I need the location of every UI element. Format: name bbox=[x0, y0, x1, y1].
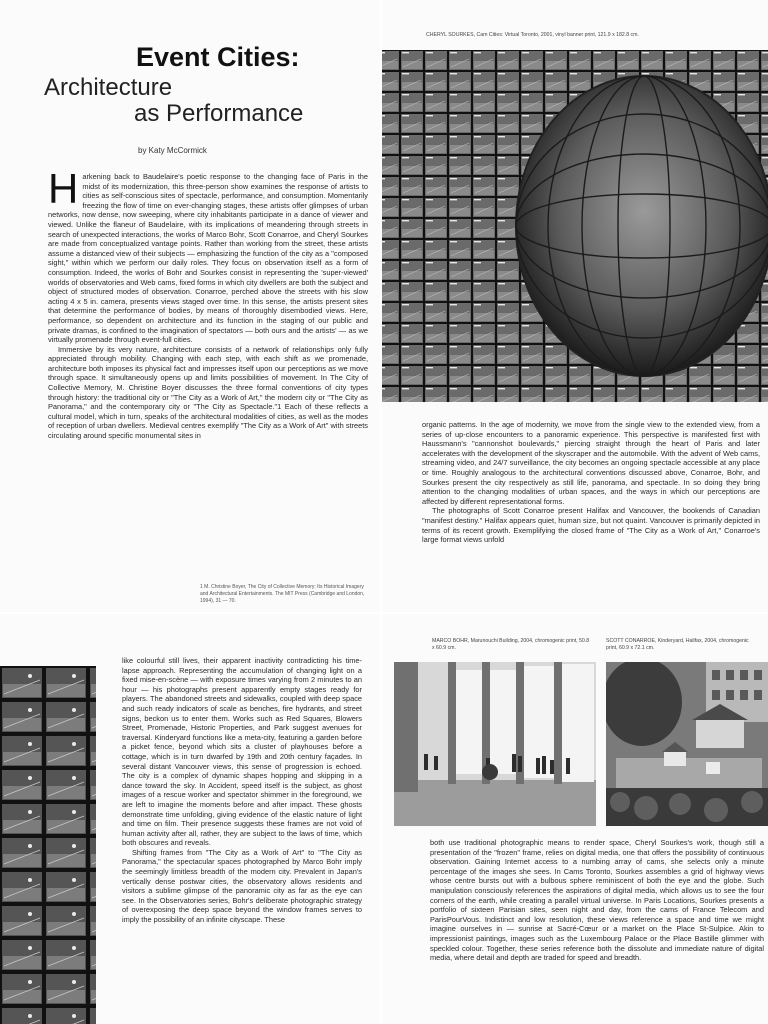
kinderyard-photo bbox=[606, 662, 768, 826]
paragraph-2: Immersive by its very nature, architecture consists of a network of relationships only fully appreciated through mobility. Changing with each step, with each shift as we promenade, architecture both imposes its physical fact and impresses itself upon our perceptions as we move through space. It simultaneously opens up and limits possibilities of movement. In The City of Collective Memory, M. Christine Boyer discusses the three formal conventions of city types through history: the traditional city or "The City as a Work of Art," the modern city or "The City as Panorama," and the contemporary city or "The City as Spectacle."1 Each of these reflects a cultural model, which in turn, speaks of the architectural modalities of cities, as well as the modes of reception of urban dwellers. Medieval centres exemplify "The City as a Work of Art" with streets circulating around specific monumental sites in bbox=[48, 344, 368, 441]
webcam-collage-image bbox=[382, 50, 768, 402]
webcam-strip-image bbox=[0, 666, 96, 1024]
observatory-graphic bbox=[394, 662, 596, 826]
figure-caption-conarroe: SCOTT CONARROE, Kinderyard, Halifax, 2004, chromogenic print, 60.9 x 72.1 cm. bbox=[606, 638, 749, 651]
page-bottom-left bbox=[0, 614, 380, 1024]
paragraph-4: The photographs of Scott Conarroe present Halifax and Vancouver, the bookends of Canadian "manifest destiny." Halifax appears quiet, human size, but not quaint. Vancouver is primarily depicted in terms of its recent growth. Exemplifying the closed frame of "The City as a Work of Art," Conarroe's large format views unfold bbox=[422, 506, 760, 545]
article-subtitle-line2: as Performance bbox=[134, 100, 304, 127]
article-subtitle-line1: Architecture bbox=[44, 74, 173, 101]
drop-cap: H bbox=[48, 172, 79, 212]
body-column-bottom-left bbox=[122, 656, 362, 1024]
body-column-top-left bbox=[48, 172, 368, 610]
webcam-grid-graphic bbox=[382, 50, 768, 402]
paragraph-7: both use traditional photographic means to render space, Cheryl Sourkes's work, though still a presentation of the "frozen" frame, relies on digital media, one that offers the possibility of continuous observation. Gaining Internet access to a numbing array of cams, she selects only a minute percentage of the images she sees. In Cams Toronto, Sourkes assembles a grid of highway views whose centre bursts out with a bulbous sphere reminiscent of both the eye and the globe. Such manipulation consciously references the aspirations of digital media, which allows us to see the four corners of the earth, while creating a parallel virtual universe. In Paris Locations, Sourkes presents a portfolio of sixteen Parisian sites, seen night and day, from the cams of France Telecom and ParisPourVous. Indistinct and low resolution, these views reference a space and time we might imagine ourselves in — sunrise at Sacré-Cœur or a market on the Place St-Sulpice. Akin to impressionist paintings, images such as the Luxembourg Palace or the Place Bastille glimmer with speckled colour. Together, these series reference both the dissolute and immediate nature of digital media, where detail and depth are traded for speed and breadth. bbox=[430, 838, 764, 963]
body-column-bottom-right bbox=[430, 838, 764, 1024]
paragraph-1 bbox=[48, 172, 368, 345]
paragraph-3: organic patterns. In the age of modernity, we move from the single view to the extended view, from a series of up-close encounters to a panoramic experience. This perspective is manifested first with Haussmann's "cannonshot boulevards," piercing straight through the heart of Paris and later accelerates with the development of the skyscraper and the automobile. With the advent of Web cams, streaming video, and 24/7 surveillance, the city becomes an ongoing spectacle accessible at any place or time. Roughly analogous to the architectural conventions discussed above, Conarroe, Bohr, and Sourkes present the city respectively as still life, panorama, and spectacle. In so doing they bring attention to the changing modalities of urban spaces, and the ways in which our perceptions are affected by different representational forms. bbox=[422, 420, 760, 506]
body-column-top-right bbox=[422, 420, 760, 610]
figure-caption-bohr: MARCO BOHR, Marunouchi Building, 2004, chromogenic print, 50.8 x 60.9 cm. bbox=[432, 638, 590, 651]
byline: by Katy McCormick bbox=[138, 146, 207, 155]
figure-caption-sourkes: CHERYL SOURKES, Cam Cities: Virtual Toronto, 2001, vinyl banner print, 121.9 x 182.8 cm. bbox=[426, 32, 639, 38]
webcam-strip-graphic bbox=[0, 666, 96, 1024]
kinderyard-graphic bbox=[606, 662, 768, 826]
page-top-right bbox=[382, 0, 768, 612]
page-top-left bbox=[0, 0, 380, 612]
page-bottom-right bbox=[382, 614, 768, 1024]
paragraph-6: Shifting frames from "The City as a Work of Art" to "The City as Panorama," the spectacular spaces photographed by Marco Bohr imply the seemingly limitless breadth of the modern city. Prevalent in Japan's vertically dense postwar cities, the observatory allows residents and visitors a sublime glimpse of the panoramic city as far as the eye can see. In the Observatories series, Bohr's deliberate photographic strategy of overexposing the deep space beyond the window frames serves to imply the possibility of an infinite cityscape. These bbox=[122, 847, 362, 925]
paragraph-1-text: arkening back to Baudelaire's poetic response to the changing face of Paris in the midst of its modernization, this three-person show examines the response of artists to cities as self-conscious sites of spectacle, performance, and consumption. Momentarily freezing the flow of time on ever-changing stages, these artists offer glimpses of urban networks, now dense, now sweeping, where city inhabitants participate in a dance of viewer and viewed. Unlike the flaneur of Baudelaire, with its implications of meandering through streets in search of unexpected interactions, the works of Marco Bohr, Scott Conarroe, and Cheryl Sourkes are made from conceptualized vantage points. Rather than working from the street, these artists assume a distanced view of their subjects — emphasizing the function of the city as a "composed sight," within which we perform our daily roles. They focus on observation itself as a form of consumption. Indeed, the works of Bohr and Sourkes consist in representing the 'super-viewed' worlds of observatories and Web cams, fixed forms in which city dwellers are both the subject and object of structured modes of observation. Conarroe, perched above the streets with his slow acting 4 x 5 in. camera, presents views staged over time. In this sense, the artists present sites that determine the performance of bodies, by means of thoroughly disembodied views. Here, performance, so dependent on architecture and its function in the staging of our public and private dramas, is confined to the imagination of spectators — both ours and the artists' — as we virtually promenade through event-full cities. bbox=[48, 172, 368, 345]
footnote: 1 M. Christine Boyer, The City of Collective Memory: Its Historical Imagery and Architectural Entertainments. The MIT Press (Cambridge and London, 1994), 31 — 70. bbox=[200, 584, 365, 604]
observatory-photo bbox=[394, 662, 596, 826]
paragraph-5: like colourful still lives, their apparent inactivity contradicting his time-lapse approach. Representing the accumulation of changing light on a fixed mise-en-scène — with exposure times varying from 2 minutes to an hour — his photographs present apparently empty stages ready for players. The abandoned streets and sidewalks, coupled with deep space and such ready indicators of scale as benches, fire hydrants, and street signs, beckon us to enter them. Works such as Red Squares, Blowers Street, Promenade, Historic Properties, and Park suggest avenues for traversal. Kinderyard functions like a meta-city, featuring a garden before a picket fence, beyond which sits a cluster of playhouses before a cottage, which is in turn dwarfed by 19th and 20th century façades. In several distant Vancouver views, this sense of progression is echoed. The city is a complex of dynamic shapes hopping and skipping in a dance toward the sky. In Accident, speed itself is the subject, as ghost images of a rescue worker and spectator shimmer in the foreground, we are left to imagine the moments before and after impact. These ghosts demonstrate time unfolding, giving evidence of the elastic nature of light and time on film. Their presence suggests these frames are not void of human activity after all, rather, they are subject to the laws of time, which both obscures and reveals. bbox=[122, 656, 362, 848]
article-title: Event Cities: bbox=[136, 42, 300, 72]
